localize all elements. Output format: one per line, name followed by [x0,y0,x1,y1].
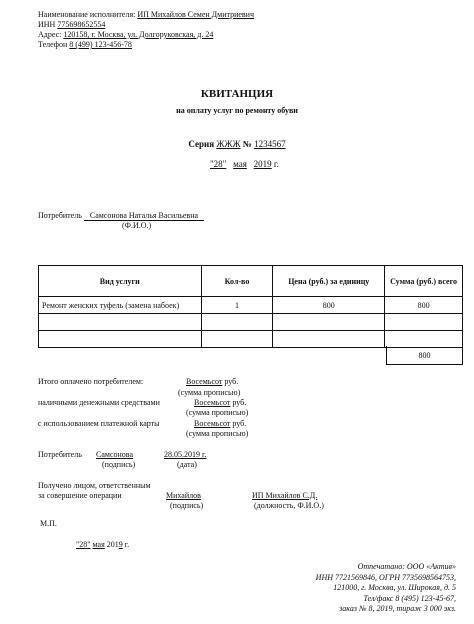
paid-unit: руб. [224,377,239,386]
cell-quantity [201,314,273,331]
signature-consumer-label: Потребитель [38,450,82,459]
paid-label: Итого оплачено потребителем: [38,377,144,386]
cell-price: 800 [273,297,385,314]
executor-label: Наименование исполнителя: [38,10,136,19]
received-signature: Михайлов [166,491,201,500]
paid-value: Восемьсот [186,377,223,386]
consumer-date-caption: (дата) [177,460,197,469]
services-table [38,265,463,348]
cell-sum [385,331,463,348]
address-value: 120158, г. Москва, ул. Долгоруковская, д. 24 [63,30,214,39]
cash-caption: (сумма прописью) [186,408,249,417]
printer-line4: Тел/факс 8 (495) 123-45-67, [363,593,456,603]
header-service: Вид услуги [39,266,202,297]
card-label: с использованием платежной карты [38,419,160,428]
date-year: 2019 [253,159,272,169]
series-line [0,139,474,149]
cash-amount [194,398,246,407]
bottom-date-month: мая [92,540,105,549]
consumer-signature-caption: (подпись) [102,460,136,469]
header-sum: Сумма (руб.) всего [385,266,463,297]
consumer-label: Потребитель [38,211,82,220]
bottom-date-year-prefix: 201 [106,540,119,549]
received-line2: за совершение операции [38,491,122,500]
stamp-label: М.П. [40,519,57,528]
executor-line [38,10,254,19]
printer-line1: Отпечатано: ООО «Актив» [357,562,456,571]
inn-line [38,20,105,29]
cell-price [273,314,385,331]
table-row [39,314,463,331]
printer-line2: ИНН 7721569846, ОГРН 7735698564753, [315,572,456,582]
cell-sum: 800 [385,297,463,314]
cash-label: наличными денежными средствами [38,398,160,407]
table-row [39,331,463,348]
bottom-date-year-digit: 9 [118,540,123,549]
bottom-date-suffix: г. [124,540,130,549]
consumer-line [38,211,204,221]
inn-value: 775698652554 [57,20,106,29]
bottom-date [76,540,129,549]
phone-value: 8 (499) 123-456-78 [69,40,132,49]
table-total: 800 [386,346,463,365]
phone-label: Телефон [38,40,68,49]
inn-label: ИНН [38,20,56,29]
consumer-signature: Самсонова [96,450,134,459]
consumer-name: Самсонова Наталья Васильевна [84,211,204,221]
date-day: "28" [210,159,227,169]
printer-line3: 121000, г. Москва, ул. Широкая, д. 5 [333,583,456,592]
series-label: Серия [188,139,215,149]
received-signature-caption: (подпись) [170,501,204,510]
document-title: КВИТАНЦИЯ [200,88,274,100]
consumer-signature-date: 28.05.2019 г. [164,450,207,459]
cash-value: Восемьсот [194,398,231,407]
cell-quantity: 1 [201,297,273,314]
receipt-date [210,159,279,169]
series-value: ЖЖЖ [216,139,241,149]
number-value: 1234567 [254,139,286,149]
date-month: мая [233,159,247,169]
card-value: Восемьсот [194,419,231,428]
executor-name: ИП Михайлов Семен Дмитриевич [137,10,254,19]
date-suffix: г. [273,159,279,169]
card-caption: (сумма прописью) [186,429,249,438]
consumer-caption: (Ф.И.О.) [122,221,152,230]
cell-sum [385,314,463,331]
address-line [38,30,213,39]
cell-service: Ремонт женских туфель (замена набоек) [39,297,202,314]
cell-service [39,331,202,348]
printer-line5: заказ № 8, 2019, тираж 3 000 экз. [339,604,456,613]
number-sign: № [242,139,252,149]
header-quantity: Кол-во [201,266,273,297]
paid-amount [186,377,238,386]
bottom-date-day: "28" [76,540,91,549]
table-row [39,297,463,314]
cell-service [39,314,202,331]
cell-price [273,331,385,348]
cell-quantity [201,331,273,348]
header-price: Цена (руб.) за единицу [273,266,385,297]
paid-caption: (сумма прописью) [178,388,241,397]
table-header-row [39,266,463,297]
received-position-caption: (должность, Ф.И.О.) [254,501,324,510]
card-unit: руб. [232,419,247,428]
phone-line [38,40,132,49]
cash-unit: руб. [232,398,247,407]
received-position: ИП Михайлов С.Д. [252,491,318,500]
document-subtitle: на оплату услуг по ремонту обуви [176,106,298,115]
received-line1: Получено лицом, ответственным [38,481,151,490]
address-label: Адрес: [38,30,62,39]
card-amount [194,419,246,428]
printer-info [316,562,456,615]
